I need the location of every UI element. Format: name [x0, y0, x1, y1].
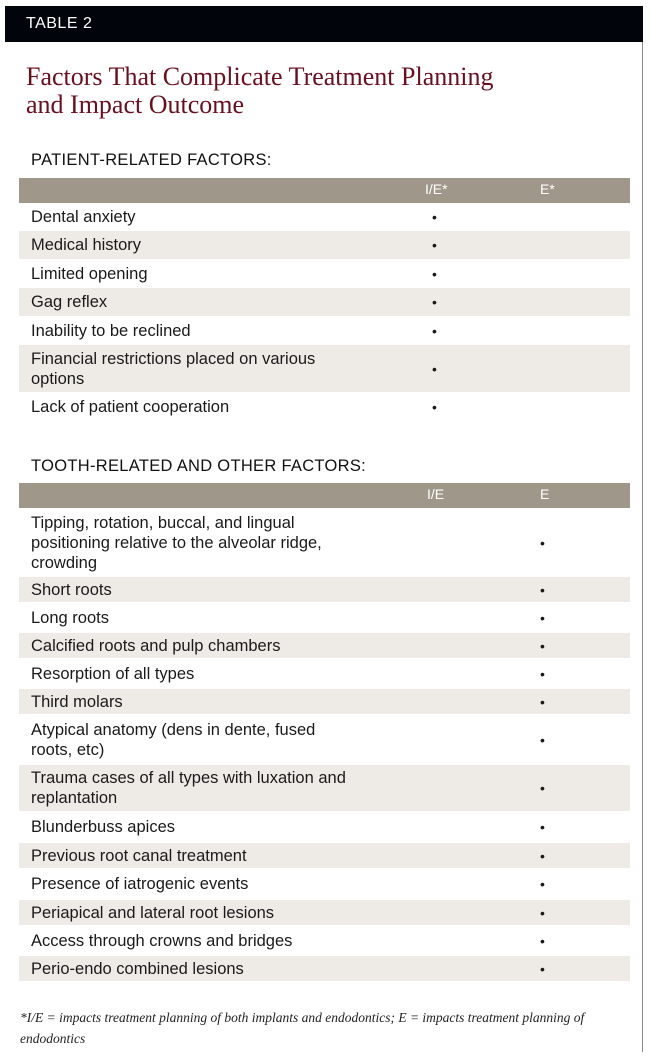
table-row — [19, 345, 630, 392]
factor-text: Short roots — [31, 580, 112, 599]
factor-text: Dental anxiety — [31, 208, 136, 226]
table-row — [19, 868, 630, 900]
bullet-ie: • — [432, 322, 437, 339]
table-row — [19, 900, 630, 925]
factor-text: Trauma cases of all types with luxation and replantation — [31, 769, 346, 807]
table-label-bar — [5, 6, 643, 42]
factor-text: Blunderbuss apices — [31, 818, 176, 836]
bullet-ie: • — [432, 360, 437, 377]
right-border — [642, 42, 643, 1052]
factor-text: Financial restrictions placed on various options — [31, 349, 316, 388]
table-row — [19, 658, 630, 689]
factor-text: Presence of iatrogenic events — [31, 875, 249, 893]
table-row — [19, 689, 630, 714]
bullet-e: • — [540, 904, 545, 921]
table-row — [19, 811, 630, 843]
factor-text: Calcified roots and pulp chambers — [31, 636, 281, 655]
factor-text: Atypical anatomy (dens in dente, fused roots, etc) — [31, 720, 316, 759]
title-line-1: Factors That Complicate Treatment Planning — [26, 62, 494, 91]
factor-text: Medical history — [31, 236, 142, 254]
bullet-e: • — [540, 581, 545, 598]
bullet-e: • — [540, 819, 545, 835]
factor-text: Gag reflex — [31, 293, 108, 311]
table-header — [19, 178, 630, 203]
table-row — [19, 508, 630, 577]
tooth-factors-table — [19, 483, 630, 981]
table-row — [19, 633, 630, 658]
table-row — [19, 602, 630, 633]
bullet-e: • — [540, 534, 545, 551]
bullet-ie: • — [432, 294, 437, 310]
table-row — [19, 316, 630, 345]
factor-text: Lack of patient cooperation — [31, 397, 230, 416]
factor-text: Previous root canal treatment — [31, 846, 247, 865]
bullet-ie: • — [432, 237, 437, 253]
table-row — [19, 231, 630, 259]
patient-section-heading: PATIENT-RELATED FACTORS: — [31, 151, 272, 169]
bullet-e: • — [540, 665, 545, 682]
column-header-ie: I/E — [427, 486, 445, 502]
bullet-e: • — [540, 693, 545, 710]
factor-text: Inability to be reclined — [31, 321, 191, 340]
table-row — [19, 714, 630, 765]
table-row — [19, 577, 630, 602]
table-row — [19, 925, 630, 956]
bullet-e: • — [540, 731, 545, 748]
table-row — [19, 765, 630, 811]
table-header — [19, 483, 630, 508]
factor-text: Limited opening — [31, 264, 148, 283]
table-row — [19, 956, 630, 981]
bullet-e: • — [540, 780, 545, 796]
table-row — [19, 288, 630, 316]
column-header-e: E* — [540, 181, 555, 197]
factor-text: Tipping, rotation, buccal, and lingual positioning relative to the alveolar ridge, crowding — [31, 513, 322, 572]
column-header-e: E — [540, 486, 550, 502]
table-row — [19, 843, 630, 868]
footnote: *I/E = impacts treatment planning of both implants and endodontics; E = impacts treatment planning of endodontics — [20, 1010, 585, 1046]
title-line-2: and Impact Outcome — [26, 90, 245, 119]
factor-text: Periapical and lateral root lesions — [31, 903, 275, 922]
tooth-section-heading: TOOTH-RELATED AND OTHER FACTORS: — [31, 457, 367, 475]
bullet-e: • — [540, 960, 545, 977]
bullet-e: • — [540, 847, 545, 864]
factor-text: Perio-endo combined lesions — [31, 959, 244, 978]
bullet-ie: • — [432, 209, 437, 225]
table-row — [19, 203, 630, 231]
bullet-ie: • — [432, 265, 437, 282]
column-header-ie: I/E* — [425, 181, 448, 197]
table-row — [19, 392, 630, 421]
bullet-ie: • — [432, 398, 437, 415]
table-label: TABLE 2 — [26, 15, 93, 32]
factor-text: Resorption of all types — [31, 664, 195, 683]
factor-text: Access through crowns and bridges — [31, 931, 293, 950]
bullet-e: • — [540, 932, 545, 949]
table-row — [19, 259, 630, 288]
bullet-e: • — [540, 609, 545, 626]
patient-factors-table — [19, 178, 630, 421]
bullet-e: • — [540, 876, 545, 892]
bullet-e: • — [540, 637, 545, 654]
factor-text: Long roots — [31, 608, 109, 627]
page-title — [26, 63, 626, 119]
factor-text: Third molars — [31, 692, 123, 711]
